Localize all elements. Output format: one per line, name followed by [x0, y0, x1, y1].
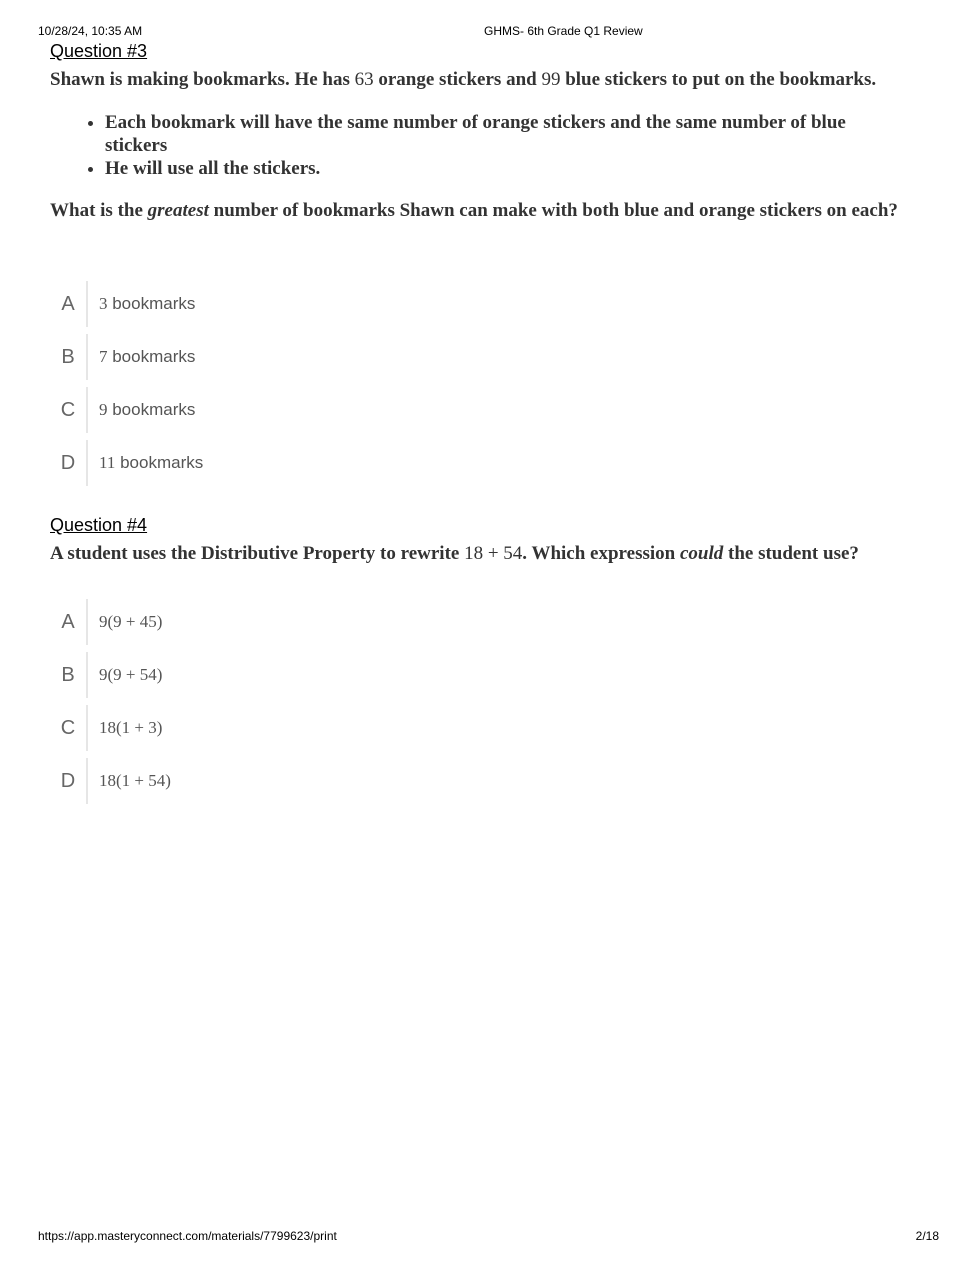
choice-letter: A [61, 610, 75, 633]
prompt-text: number of bookmarks Shawn can make with both blue and orange stickers on each? [208, 200, 898, 221]
choice-letter: B [61, 345, 75, 368]
answer-choice-d[interactable] [50, 758, 171, 804]
choice-text [99, 294, 195, 314]
choice-divider [86, 758, 88, 804]
question-3-choices [50, 281, 203, 493]
choice-label: bookmarks [107, 294, 196, 313]
prompt-text: What is the [50, 200, 148, 221]
choice-letter: C [60, 398, 76, 421]
choice-number: 11 [99, 453, 116, 472]
document-title: GHMS- 6th Grade Q1 Review [484, 24, 643, 38]
question-3-conditions [50, 111, 900, 180]
stem-number: 63 [354, 69, 374, 90]
answer-choice-b[interactable] [50, 334, 203, 380]
choice-label: bookmarks [107, 400, 196, 419]
choice-expression: 9(9 + 54) [99, 665, 163, 684]
question-4-stem [50, 542, 900, 565]
answer-choice-a[interactable] [50, 281, 203, 327]
answer-choice-c[interactable] [50, 705, 171, 751]
answer-choice-a[interactable] [50, 599, 171, 645]
choice-label: bookmarks [107, 347, 196, 366]
choice-letter: A [61, 292, 75, 315]
condition-item: • He will use all the stickers. [105, 157, 900, 180]
question-3 [50, 40, 900, 222]
stem-text: orange stickers and [373, 69, 542, 90]
stem-text: the student use? [723, 543, 859, 564]
choice-expression: 18(1 + 3) [99, 718, 163, 737]
question-4-heading: Question #4 [50, 515, 148, 535]
choice-number: 3 [99, 294, 108, 313]
choice-text [99, 400, 195, 420]
page-url: https://app.masteryconnect.com/materials/7799623/print [38, 1229, 337, 1243]
answer-choice-c[interactable] [50, 387, 203, 433]
question-4 [50, 514, 900, 565]
answer-choice-d[interactable] [50, 440, 203, 486]
stem-expression: 18 + 54 [464, 543, 523, 564]
question-4-choices [50, 599, 171, 811]
condition-item: • Each bookmark will have the same number of orange stickers and the same number of blue stickers [105, 111, 900, 157]
choice-divider [86, 599, 88, 645]
choice-letter: C [60, 716, 76, 739]
stem-text: A student uses the Distributive Property to rewrite [50, 543, 465, 564]
choice-letter: B [61, 663, 75, 686]
choice-expression: 9(9 + 45) [99, 612, 163, 631]
choice-number: 7 [99, 347, 108, 366]
choice-text [99, 347, 195, 367]
choice-divider [86, 705, 88, 751]
question-3-prompt [50, 199, 900, 222]
choice-divider [86, 652, 88, 698]
choice-letter: D [60, 769, 76, 792]
choice-text [99, 453, 203, 473]
choice-divider [86, 387, 88, 433]
stem-text: . Which expression [522, 543, 680, 564]
answer-choice-b[interactable] [50, 652, 171, 698]
choice-number: 9 [99, 400, 108, 419]
choice-divider [86, 281, 88, 327]
stem-number: 99 [541, 69, 561, 90]
stem-emphasis: could [679, 543, 724, 564]
print-datetime: 10/28/24, 10:35 AM [38, 24, 143, 38]
choice-letter: D [60, 451, 76, 474]
choice-divider [86, 440, 88, 486]
question-3-heading: Question #3 [50, 41, 148, 61]
stem-text: Shawn is making bookmarks. He has [50, 69, 355, 90]
prompt-emphasis: greatest [147, 200, 209, 221]
choice-expression: 18(1 + 54) [99, 771, 171, 790]
choice-label: bookmarks [115, 453, 204, 472]
stem-text: blue stickers to put on the bookmarks. [560, 69, 877, 90]
choice-divider [86, 334, 88, 380]
page-number: 2/18 [915, 1229, 939, 1243]
question-3-stem [50, 68, 900, 91]
